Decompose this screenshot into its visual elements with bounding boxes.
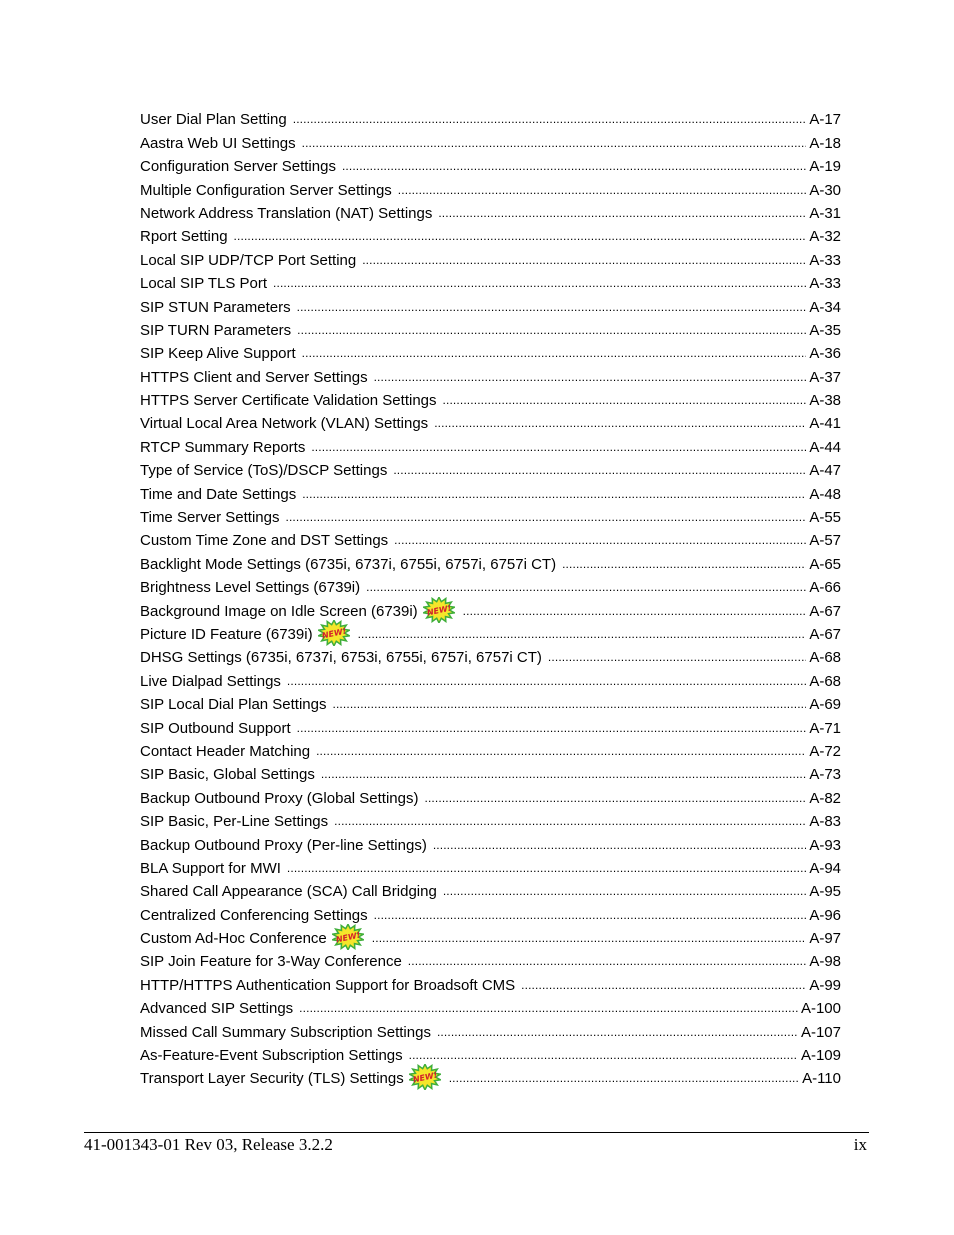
toc-entry-title: Type of Service (ToS)/DSCP Settings <box>140 462 388 480</box>
toc-dot-leader <box>287 674 806 688</box>
toc-dot-leader <box>438 206 806 220</box>
toc-entry-title: HTTPS Server Certificate Validation Settings <box>140 392 437 410</box>
toc-entry[interactable] <box>140 947 841 970</box>
toc-entry[interactable] <box>140 199 841 222</box>
toc-dot-leader <box>302 346 807 360</box>
toc-entry-title: SIP STUN Parameters <box>140 298 291 316</box>
toc-entry-page: A-47 <box>809 462 841 480</box>
toc-entry[interactable] <box>140 245 841 268</box>
toc-dot-leader <box>433 838 807 852</box>
toc-entry-page: A-94 <box>809 859 841 877</box>
toc-dot-leader <box>297 721 807 735</box>
toc-entry[interactable] <box>140 362 841 385</box>
toc-entry[interactable] <box>140 222 841 245</box>
toc-dot-leader <box>409 1048 798 1062</box>
toc-dot-leader <box>287 861 806 875</box>
toc-entry-title: Local SIP UDP/TCP Port Setting <box>140 251 357 269</box>
toc-entry-title: HTTPS Client and Server Settings <box>140 368 368 386</box>
toc-entry[interactable] <box>140 737 841 760</box>
toc-dot-leader <box>562 557 806 571</box>
toc-dot-leader <box>374 370 807 384</box>
toc-entry-title: As-Feature-Event Subscription Settings <box>140 1047 403 1065</box>
toc-entry[interactable] <box>140 549 841 572</box>
toc-dot-leader <box>333 697 807 711</box>
toc-entry[interactable] <box>140 900 841 923</box>
toc-entry[interactable] <box>140 690 841 713</box>
toc-dot-leader <box>234 229 807 243</box>
toc-entry-title: SIP Local Dial Plan Settings <box>140 696 327 714</box>
toc-entry-title: Rport Setting <box>140 228 228 246</box>
toc-entry[interactable] <box>140 807 841 830</box>
toc-entry-page: A-93 <box>809 836 841 854</box>
toc-dot-leader <box>297 323 806 337</box>
toc-entry-title: Brightness Level Settings (6739i) <box>140 579 361 597</box>
toc-dot-leader <box>394 533 806 547</box>
toc-entry-title: Custom Ad-Hoc Conference <box>140 930 327 948</box>
toc-dot-leader <box>311 440 806 454</box>
toc-entry[interactable] <box>140 269 841 292</box>
toc-entry-title: SIP TURN Parameters <box>140 321 292 339</box>
new-badge-icon <box>318 620 350 646</box>
toc-entry[interactable] <box>140 386 841 409</box>
toc-entry[interactable] <box>140 1064 841 1087</box>
toc-entry[interactable] <box>140 152 841 175</box>
toc-entry-page: A-109 <box>800 1047 841 1065</box>
toc-dot-leader <box>521 978 806 992</box>
toc-entry-page: A-68 <box>809 672 841 690</box>
toc-entry-title: DHSG Settings (6735i, 6737i, 6753i, 6755i, 6757i, 6757i CT) <box>140 649 542 667</box>
toc-entry-page: A-67 <box>809 602 841 620</box>
toc-entry-title: Backlight Mode Settings (6735i, 6737i, 6755i, 6757i, 6757i CT) <box>140 555 557 573</box>
footer-divider <box>84 1132 869 1133</box>
toc-entry[interactable] <box>140 994 841 1017</box>
toc-entry[interactable] <box>140 596 841 619</box>
table-of-contents <box>140 105 841 1087</box>
toc-entry-page: A-31 <box>809 204 841 222</box>
toc-entry-title: Background Image on Idle Screen (6739i) <box>140 602 418 620</box>
toc-entry-page: A-33 <box>809 275 841 293</box>
toc-dot-leader <box>437 1025 798 1039</box>
toc-dot-leader <box>449 1071 799 1085</box>
toc-entry-page: A-38 <box>809 392 841 410</box>
toc-entry[interactable] <box>140 854 841 877</box>
toc-entry-page: A-37 <box>809 368 841 386</box>
toc-entry-page: A-48 <box>809 485 841 503</box>
toc-entry[interactable] <box>140 760 841 783</box>
new-badge-icon <box>409 1064 441 1090</box>
toc-entry-page: A-71 <box>809 719 841 737</box>
toc-entry[interactable] <box>140 830 841 853</box>
toc-entry[interactable] <box>140 503 841 526</box>
toc-entry-page: A-55 <box>809 509 841 527</box>
toc-dot-leader <box>372 931 807 945</box>
toc-entry[interactable] <box>140 175 841 198</box>
toc-dot-leader <box>299 1001 798 1015</box>
toc-entry-title: SIP Join Feature for 3-Way Conference <box>140 953 402 971</box>
new-badge-icon <box>423 597 455 623</box>
toc-entry[interactable] <box>140 479 841 502</box>
new-badge-label: NEW! <box>411 1070 438 1085</box>
toc-dot-leader <box>362 253 806 267</box>
toc-entry-page: A-66 <box>809 579 841 597</box>
toc-dot-leader <box>302 136 807 150</box>
toc-entry[interactable] <box>140 713 841 736</box>
toc-entry-page: A-17 <box>809 111 841 129</box>
toc-entry[interactable] <box>140 643 841 666</box>
toc-dot-leader <box>463 604 807 618</box>
toc-entry-page: A-99 <box>809 976 841 994</box>
toc-entry-title: BLA Support for MWI <box>140 859 281 877</box>
toc-entry[interactable] <box>140 105 841 128</box>
toc-dot-leader <box>293 112 807 126</box>
toc-dot-leader <box>316 744 806 758</box>
footer-page-number: ix <box>853 1135 867 1154</box>
toc-dot-leader <box>398 183 807 197</box>
toc-entry-page: A-67 <box>809 625 841 643</box>
toc-entry[interactable] <box>140 1017 841 1040</box>
toc-entry-page: A-69 <box>809 696 841 714</box>
toc-dot-leader <box>358 627 807 641</box>
toc-dot-leader <box>273 276 806 290</box>
toc-entry-page: A-35 <box>809 321 841 339</box>
toc-entry[interactable] <box>140 620 841 643</box>
toc-dot-leader <box>321 767 806 781</box>
toc-dot-leader <box>393 463 806 477</box>
toc-entry[interactable] <box>140 877 841 900</box>
toc-entry[interactable] <box>140 316 841 339</box>
toc-entry-title: Backup Outbound Proxy (Global Settings) <box>140 789 419 807</box>
toc-dot-leader <box>408 954 807 968</box>
toc-entry-title: Shared Call Appearance (SCA) Call Bridging <box>140 883 437 901</box>
toc-entry[interactable] <box>140 409 841 432</box>
toc-entry-page: A-107 <box>800 1023 841 1041</box>
toc-entry-page: A-36 <box>809 345 841 363</box>
toc-entry-page: A-110 <box>802 1070 841 1088</box>
toc-entry-title: Live Dialpad Settings <box>140 672 281 690</box>
toc-entry[interactable] <box>140 339 841 362</box>
toc-entry-title: SIP Basic, Global Settings <box>140 766 315 784</box>
toc-entry-page: A-34 <box>809 298 841 316</box>
toc-entry-title: Aastra Web UI Settings <box>140 134 296 152</box>
new-badge-label: NEW! <box>334 930 361 945</box>
toc-entry-title: Custom Time Zone and DST Settings <box>140 532 389 550</box>
toc-entry-title: Network Address Translation (NAT) Settings <box>140 204 433 222</box>
toc-entry[interactable] <box>140 783 841 806</box>
toc-entry-title: Centralized Conferencing Settings <box>140 906 368 924</box>
toc-dot-leader <box>434 416 806 430</box>
new-badge-label: NEW! <box>320 626 347 641</box>
toc-dot-leader <box>342 159 806 173</box>
new-badge-label: NEW! <box>425 603 452 618</box>
toc-entry-page: A-19 <box>809 158 841 176</box>
toc-entry[interactable] <box>140 1041 841 1064</box>
toc-entry-title: Advanced SIP Settings <box>140 1000 294 1018</box>
toc-entry-title: SIP Keep Alive Support <box>140 345 296 363</box>
toc-entry-page: A-57 <box>809 532 841 550</box>
toc-entry-page: A-95 <box>809 883 841 901</box>
toc-entry-page: A-41 <box>809 415 841 433</box>
toc-entry-page: A-33 <box>809 251 841 269</box>
toc-entry-page: A-18 <box>809 134 841 152</box>
new-badge-icon <box>332 924 364 950</box>
toc-entry-page: A-44 <box>809 438 841 456</box>
toc-dot-leader <box>443 884 806 898</box>
toc-entry-page: A-68 <box>809 649 841 667</box>
toc-entry[interactable] <box>140 456 841 479</box>
toc-entry-title: Local SIP TLS Port <box>140 275 268 293</box>
footer-doc-id: 41-001343-01 Rev 03, Release 3.2.2 <box>84 1135 333 1154</box>
toc-entry-title: Contact Header Matching <box>140 742 311 760</box>
toc-entry-title: HTTP/HTTPS Authentication Support for Broadsoft CMS <box>140 976 516 994</box>
toc-entry-page: A-30 <box>809 181 841 199</box>
toc-entry-page: A-72 <box>809 742 841 760</box>
toc-entry-page: A-98 <box>809 953 841 971</box>
toc-entry-title: SIP Outbound Support <box>140 719 291 737</box>
toc-entry[interactable] <box>140 573 841 596</box>
toc-entry-title: Transport Layer Security (TLS) Settings <box>140 1070 404 1088</box>
toc-entry-page: A-97 <box>809 930 841 948</box>
toc-entry-title: Time Server Settings <box>140 509 280 527</box>
toc-entry-title: Backup Outbound Proxy (Per-line Settings) <box>140 836 427 854</box>
toc-dot-leader <box>334 814 806 828</box>
toc-entry-page: A-32 <box>809 228 841 246</box>
toc-entry[interactable] <box>140 666 841 689</box>
toc-entry-title: Time and Date Settings <box>140 485 297 503</box>
toc-entry[interactable] <box>140 924 841 947</box>
toc-entry-page: A-73 <box>809 766 841 784</box>
toc-dot-leader <box>548 650 806 664</box>
toc-entry-title: Picture ID Feature (6739i) <box>140 625 313 643</box>
toc-entry-title: User Dial Plan Setting <box>140 111 287 129</box>
toc-dot-leader <box>443 393 807 407</box>
toc-entry-page: A-83 <box>809 813 841 831</box>
toc-dot-leader <box>366 580 806 594</box>
toc-entry-page: A-65 <box>809 555 841 573</box>
toc-dot-leader <box>297 300 807 314</box>
toc-entry-title: Multiple Configuration Server Settings <box>140 181 392 199</box>
toc-dot-leader <box>286 510 807 524</box>
toc-dot-leader <box>302 487 806 501</box>
toc-entry-title: SIP Basic, Per-Line Settings <box>140 813 329 831</box>
toc-entry-title: Configuration Server Settings <box>140 158 336 176</box>
toc-entry[interactable] <box>140 292 841 315</box>
toc-entry-title: RTCP Summary Reports <box>140 438 306 456</box>
toc-dot-leader <box>374 908 807 922</box>
toc-entry-title: Virtual Local Area Network (VLAN) Settings <box>140 415 429 433</box>
toc-dot-leader <box>424 791 806 805</box>
toc-entry-title: Missed Call Summary Subscription Settings <box>140 1023 431 1041</box>
toc-entry-page: A-96 <box>809 906 841 924</box>
toc-entry[interactable] <box>140 526 841 549</box>
toc-entry[interactable] <box>140 128 841 151</box>
toc-entry-page: A-100 <box>800 1000 841 1018</box>
toc-entry[interactable] <box>140 432 841 455</box>
toc-entry-page: A-82 <box>809 789 841 807</box>
toc-entry[interactable] <box>140 970 841 993</box>
